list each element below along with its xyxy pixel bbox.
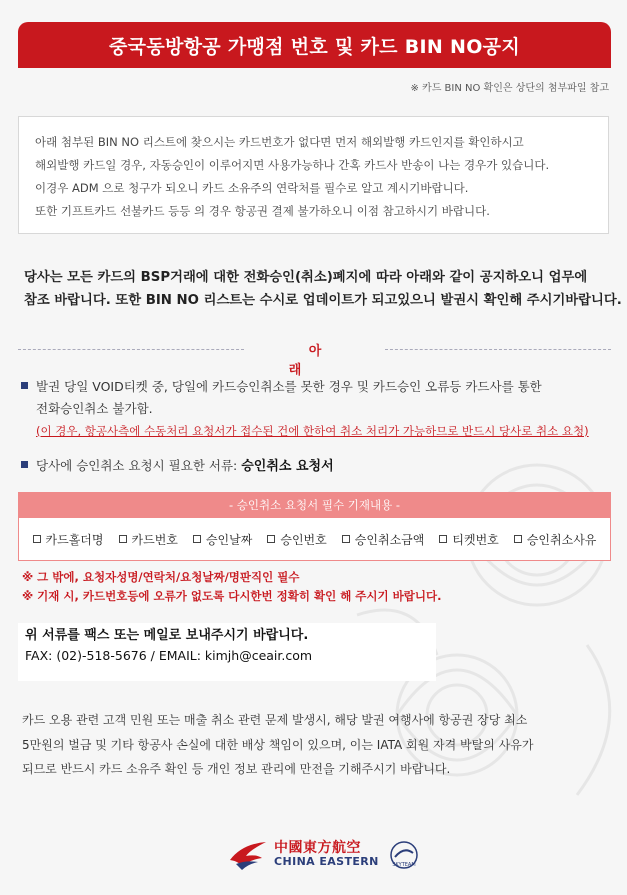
attachment-reference-note: ※ 카드 BIN NO 확인은 상단의 첨부파일 참고 — [410, 83, 609, 94]
checkbox-square-icon — [514, 535, 522, 543]
required-field-label: 승인취소사유 — [526, 532, 597, 547]
page-title: 중국동방항공 가맹점 번호 및 카드 BIN NO공지 — [18, 22, 611, 68]
required-field — [193, 531, 252, 548]
china-eastern-logo — [228, 838, 421, 872]
warning-notes — [22, 568, 441, 606]
item-text: 발권 당일 VOID티켓 중, 당일에 카드승인취소를 못한 경우 및 카드승인 오류등 카드사를 통한 — [36, 379, 542, 394]
contact-fax-email: FAX: (02)-518-5676 / EMAIL: kimjh@ceair.com — [25, 648, 313, 663]
required-field-label: 티켓번호 — [452, 532, 499, 547]
required-field-label: 카드홀더명 — [45, 532, 104, 547]
checkbox-square-icon — [342, 535, 350, 543]
required-field — [33, 531, 104, 548]
notice-item-void — [36, 376, 589, 442]
notice-line: 해외발행 카드일 경우, 자동승인이 이루어지면 사용가능하나 간혹 카드사 반송이 나는 경우가 있습니다. — [35, 158, 550, 172]
item-text: 당사에 승인취소 요청시 필요한 서류: — [36, 458, 242, 473]
required-field — [267, 531, 326, 548]
checkbox-square-icon — [267, 535, 275, 543]
checkbox-square-icon — [193, 535, 201, 543]
announcement — [24, 266, 622, 312]
skyteam-logo-icon — [387, 838, 421, 872]
required-document-name: 승인취소 요청서 — [241, 459, 334, 474]
notice-line: 아래 첨부된 BIN NO 리스트에 찾으시는 카드번호가 없다면 먼저 해외발행 카드인지를 확인하시고 — [35, 135, 524, 149]
required-field-label: 승인취소금액 — [354, 532, 425, 547]
skyteam-label: SKYTEAM — [392, 862, 416, 868]
closing-line: 카드 오용 관련 고객 민원 또는 매출 취소 관련 문제 발생시, 해당 발권 여행사에 항공권 장당 최소 — [22, 713, 528, 727]
contact-instruction: 위 서류를 팩스 또는 메일로 보내주시기 바랍니다. — [25, 628, 309, 643]
item-red-note: (이 경우, 항공사측에 수동처리 요청서가 접수된 건에 한하여 취소 처리가 가능하므로 반드시 당사로 취소 요청) — [36, 424, 589, 438]
required-fields-header: - 승인취소 요청서 필수 기재내용 - — [18, 492, 611, 517]
logo-english-name: CHINA EASTERN — [274, 855, 379, 868]
bullet-icon — [21, 382, 28, 389]
divider-right — [385, 349, 611, 350]
warning-line: ※ 기재 시, 카드번호등에 오류가 없도록 다시한번 정확히 확인 해 주시기 바랍니다. — [22, 589, 442, 603]
notice-box — [18, 116, 609, 234]
closing-notice — [22, 708, 533, 782]
warning-line: ※ 그 밖에, 요청자성명/연락처/요청날짜/명판직인 필수 — [22, 570, 300, 584]
logo-chinese-name: 中國東方航空 — [274, 840, 361, 856]
contact-box — [18, 623, 436, 681]
closing-line: 되므로 반드시 카드 소유주 확인 등 개인 정보 관리에 만전을 기해주시기 바랍니다. — [22, 762, 451, 776]
checkbox-square-icon — [119, 535, 127, 543]
divider-left — [18, 349, 244, 350]
checkbox-square-icon — [33, 535, 41, 543]
required-field — [514, 531, 597, 548]
checkbox-square-icon — [439, 535, 447, 543]
announcement-line: 참조 바랍니다. 또한 BIN NO 리스트는 수시로 업데이트가 되고있으니 발권시 확인해 주시기바랍니다. — [24, 293, 622, 308]
required-field — [119, 531, 178, 548]
required-field-label: 승인번호 — [280, 532, 327, 547]
notice-line: 또한 기프트카드 선불카드 등등 의 경우 항공권 결제 불가하오니 이점 참고하시기 바랍니다. — [35, 204, 490, 218]
announcement-line: 당사는 모든 카드의 BSP거래에 대한 전화승인(취소)폐지에 따라 아래와 같이 공지하오니 업무에 — [24, 270, 588, 285]
item-text: 전화승인취소 불가함. — [36, 401, 153, 416]
required-fields-box — [18, 517, 611, 561]
divider-label: 아래 — [288, 344, 362, 378]
closing-line: 5만원의 벌금 및 기타 항공사 손실에 대한 배상 책임이 있으며, 이는 IATA 회원 자격 박탈의 사유가 — [22, 737, 534, 752]
notice-item-documents — [36, 455, 334, 474]
required-field — [439, 531, 498, 548]
swallow-logo-icon — [228, 838, 268, 872]
required-field-label: 승인날짜 — [205, 532, 253, 547]
bullet-icon — [21, 461, 28, 468]
notice-line: 이경우 ADM 으로 청구가 되오니 카드 소유주의 연락처를 필수로 알고 계시기바랍니다. — [35, 181, 469, 195]
required-field — [342, 531, 425, 548]
required-field-label: 카드번호 — [131, 532, 178, 547]
